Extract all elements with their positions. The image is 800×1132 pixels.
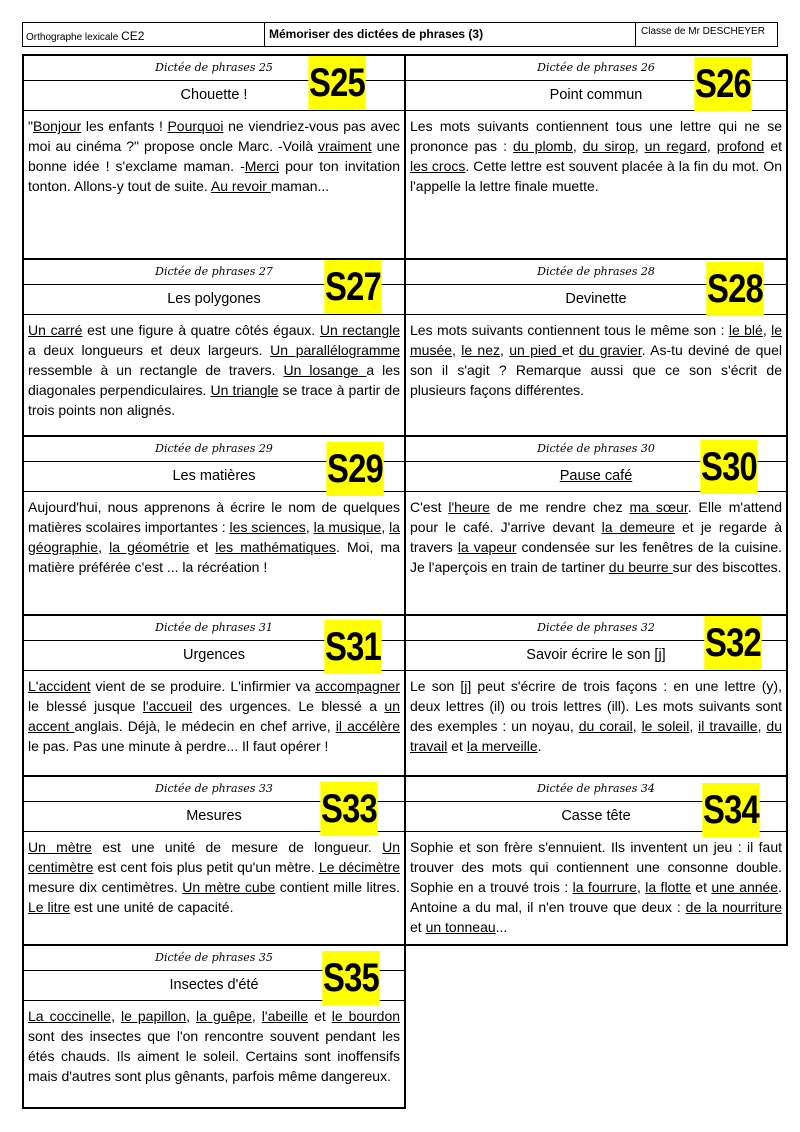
text-segment: condensée sur les fenêtres de la cuisine. Je l'aperçois en train de tartiner: [410, 539, 782, 575]
underlined-word: le soleil: [641, 718, 690, 734]
text-segment: .: [537, 738, 542, 754]
card-title-text: Devinette: [565, 291, 627, 307]
text-segment: de me rendre chez: [489, 499, 630, 515]
text-segment: a deux longueurs et deux largeurs.: [28, 342, 271, 358]
underlined-word: Un mètre cube: [182, 879, 276, 895]
text-segment: Aujourd'hui, nous apprenons à écrire le nom de quelques matières scolaires importantes :: [28, 499, 400, 535]
underlined-word: vraiment: [317, 138, 372, 154]
sheet-code-badge: S27: [324, 260, 381, 314]
dictation-grid: [22, 54, 783, 1109]
text-segment: ,: [305, 519, 314, 535]
text-segment: les enfants !: [81, 118, 168, 134]
text-segment: ...: [495, 919, 508, 935]
text-segment: . As-tu deviné de quel son il s'agit ? Remarque aussi que ce son s'écrit de plusieurs façons différentes.: [410, 342, 783, 398]
card-caption: Dictée de phrases 28: [406, 260, 786, 285]
underlined-word: de la nourriture: [685, 899, 782, 915]
underlined-word: Un centimètre: [28, 839, 400, 875]
text-segment: maman...: [270, 178, 330, 194]
text-segment: ,: [381, 519, 390, 535]
sheet-code-badge: S35: [322, 951, 379, 1005]
card-caption: Dictée de phrases 30: [406, 437, 786, 462]
card-caption: Dictée de phrases 27: [24, 260, 404, 285]
level-label: CE2: [121, 29, 145, 43]
card-text: [24, 832, 404, 917]
card-text: [24, 1001, 404, 1086]
underlined-word: Pourquoi: [167, 118, 224, 134]
text-segment: Les mots suivants contiennent tous le même son :: [410, 322, 729, 338]
text-segment: et: [189, 539, 216, 555]
underlined-word: Un rectangle: [319, 322, 400, 338]
text-segment: . Antoine a du mal, il n'en trouve que deux :: [410, 879, 782, 915]
underlined-word: accompagner: [315, 678, 400, 694]
subject-prefix: Orthographe lexicale: [26, 32, 119, 43]
underlined-word: un accent: [28, 698, 400, 734]
card-text: [406, 671, 786, 756]
subject-cell: [23, 23, 265, 46]
card-text: [406, 315, 786, 400]
page-header: [22, 22, 778, 47]
underlined-word: un regard: [644, 138, 707, 154]
text-segment: mesure dix centimètres.: [28, 879, 183, 895]
underlined-word: l'abeille: [261, 1008, 309, 1024]
underlined-word: du travail: [410, 718, 782, 754]
card-title-text: Insectes d'été: [169, 977, 259, 993]
card-text: [24, 111, 404, 196]
underlined-word: le bourdon: [331, 1008, 401, 1024]
text-segment: sont des insectes que l'on rencontre souvent pendant les étés chauds. Ils aiment le soleil. Certains sont inoffensifs mais d'autres sont plus gênants, parfois même dangereux.: [28, 1028, 400, 1084]
underlined-word: la vapeur: [457, 539, 517, 555]
underlined-word: il travaille: [698, 718, 758, 734]
text-segment: et: [447, 738, 467, 754]
underlined-word: Un losange: [283, 362, 367, 378]
underlined-word: Le décimètre: [318, 859, 400, 875]
card-title-text: Les polygones: [167, 291, 261, 307]
card-caption: Dictée de phrases 34: [406, 777, 786, 802]
card-text: [406, 492, 786, 577]
underlined-word: du corail: [578, 718, 633, 734]
underlined-word: la demeure: [601, 519, 675, 535]
card-caption: Dictée de phrases 29: [24, 437, 404, 462]
text-segment: . Moi, ma matière préférée c'est ... la récréation !: [28, 539, 400, 575]
underlined-word: Le litre: [28, 899, 71, 915]
text-segment: ,: [706, 138, 717, 154]
sheet-code-badge: S34: [702, 783, 759, 837]
underlined-word: le papillon: [120, 1008, 187, 1024]
card-title-text: Urgences: [182, 647, 246, 663]
sheet-code-badge: S32: [704, 616, 761, 670]
underlined-word: la géométrie: [109, 539, 190, 555]
text-segment: anglais. Déjà, le médecin en chef arrive,: [74, 718, 336, 734]
card-title-text: Pause café: [559, 468, 633, 484]
underlined-word: Un carré: [28, 322, 83, 338]
text-segment: ,: [636, 879, 646, 895]
card-title-text: Casse tête: [561, 808, 631, 824]
underlined-word: le blé: [728, 322, 763, 338]
underlined-word: L'accident: [28, 678, 91, 694]
text-segment: des urgences. Le blessé a: [192, 698, 385, 714]
card-title-text: Mesures: [186, 808, 242, 824]
card-title-text: Savoir écrire le son [j]: [526, 647, 666, 663]
underlined-word: les crocs: [410, 158, 466, 174]
text-segment: se trace à partir de trois points non alignés.: [28, 382, 401, 418]
text-segment: ,: [186, 1008, 197, 1024]
underlined-word: la musique: [313, 519, 382, 535]
underlined-word: la flotte: [645, 879, 691, 895]
underlined-word: Un parallélogramme: [270, 342, 400, 358]
underlined-word: le musée: [410, 322, 783, 358]
text-segment: le pas. Pas une minute à perdre... Il faut opérer !: [28, 738, 329, 754]
text-segment: le blessé jusque: [28, 698, 143, 714]
underlined-word: du plomb: [513, 138, 573, 154]
text-segment: ,: [632, 718, 642, 734]
sheet-code-badge: S29: [326, 442, 383, 496]
text-segment: ne viendriez-vous pas avec moi au cinéma ?" propose oncle Marc. -Voilà: [28, 118, 400, 154]
text-segment: et je regarde à travers: [410, 519, 782, 555]
text-segment: ,: [500, 342, 510, 358]
underlined-word: le nez: [461, 342, 501, 358]
text-segment: . Cette lettre est souvent placée à la fin du mot. On l'appelle la lettre finale muette.: [410, 158, 783, 194]
card-text: [406, 111, 786, 196]
card-title-text: Chouette !: [180, 87, 248, 103]
sheet-code-badge: S28: [706, 262, 763, 316]
text-segment: ,: [98, 539, 110, 555]
class-label: Classe de Mr DESCHEYER: [641, 26, 765, 37]
card-caption: Dictée de phrases 33: [24, 777, 404, 802]
sheet-code-badge: S30: [700, 440, 757, 494]
text-segment: contient mille litres.: [275, 879, 401, 895]
underlined-word: du sirop: [582, 138, 635, 154]
text-segment: est une unité de capacité.: [70, 899, 234, 915]
underlined-word: profond: [716, 138, 765, 154]
underlined-word: il accélère: [335, 718, 401, 734]
underlined-word: Bonjour: [32, 118, 82, 134]
text-segment: une bonne idée ! s'exclame maman. -: [28, 138, 400, 174]
sheet-code-badge: S33: [320, 782, 377, 836]
underlined-word: la fourrure: [572, 879, 637, 895]
text-segment: ressemble à un rectangle de travers.: [28, 362, 284, 378]
text-segment: ": [28, 118, 33, 134]
underlined-word: ma sœur: [629, 499, 688, 515]
card-caption: Dictée de phrases 26: [406, 56, 786, 81]
text-segment: et: [764, 138, 782, 154]
card-caption: Dictée de phrases 35: [24, 946, 404, 971]
text-segment: ,: [757, 718, 767, 734]
card-caption: Dictée de phrases 31: [24, 616, 404, 641]
underlined-word: du beurre: [608, 559, 673, 575]
card-title-text: Point commun: [549, 87, 643, 103]
card-text: [24, 315, 404, 420]
underlined-word: Merci: [244, 158, 279, 174]
text-segment: ,: [111, 1008, 121, 1024]
text-segment: est une unité de mesure de longueur.: [91, 839, 383, 855]
sheet-code-badge: S26: [694, 57, 751, 111]
card-caption: Dictée de phrases 32: [406, 616, 786, 641]
underlined-word: du gravier: [578, 342, 642, 358]
sheet-code-badge: S31: [324, 620, 381, 674]
underlined-word: l'accueil: [142, 698, 193, 714]
underlined-word: un tonneau: [425, 919, 496, 935]
card-caption: Dictée de phrases 25: [24, 56, 404, 81]
text-segment: ,: [251, 1008, 262, 1024]
underlined-word: La coccinelle: [28, 1008, 112, 1024]
underlined-word: un pied: [509, 342, 562, 358]
underlined-word: les mathématiques: [215, 539, 336, 555]
text-segment: C'est: [410, 499, 449, 515]
text-segment: Sophie et son frère s'ennuient. Ils inventent un jeu : il faut trouver des mots qui contiennent une consonne double. Sophie en a trouvé trois :: [410, 839, 782, 895]
text-segment: a les diagonales perpendiculaires.: [28, 362, 401, 398]
card-title-text: Les matières: [172, 468, 256, 484]
text-segment: ,: [634, 138, 645, 154]
underlined-word: Au revoir: [210, 178, 271, 194]
underlined-word: la géographie: [28, 519, 401, 555]
text-segment: Les mots suivants contiennent tous une lettre qui ne se prononce pas :: [410, 118, 782, 154]
text-segment: est une figure à quatre côtés égaux.: [82, 322, 320, 338]
text-segment: pour ton invitation tonton. Allons-y tout de suite.: [28, 158, 400, 194]
underlined-word: l'heure: [448, 499, 490, 515]
underlined-word: la merveille: [466, 738, 538, 754]
text-segment: et: [308, 1008, 332, 1024]
text-segment: . Elle m'attend pour le café. J'arrive devant: [410, 499, 782, 535]
text-segment: vient de se produire. L'infirmier va: [90, 678, 316, 694]
underlined-word: une année: [711, 879, 779, 895]
page-title: Mémoriser des dictées de phrases (3): [265, 23, 636, 46]
text-segment: ,: [452, 342, 462, 358]
card-text: [406, 832, 786, 937]
underlined-word: Un mètre: [28, 839, 92, 855]
underlined-word: les sciences: [229, 519, 306, 535]
text-segment: et: [410, 919, 426, 935]
text-segment: ,: [762, 322, 772, 338]
underlined-word: Un triangle: [210, 382, 279, 398]
text-segment: Le son [j] peut s'écrire de trois façons : en une lettre (y), deux lettres (il) ou trois lettres (ill). Les mots suivants sont des exemples : un noyau,: [410, 678, 782, 734]
card-text: [24, 671, 404, 756]
text-segment: ,: [689, 718, 699, 734]
text-segment: est cent fois plus petit qu'un mètre.: [93, 859, 319, 875]
underlined-word: la guêpe: [196, 1008, 252, 1024]
text-segment: sur des biscottes.: [672, 559, 782, 575]
card-text: [24, 492, 404, 577]
sheet-code-badge: S25: [308, 56, 365, 110]
text-segment: et: [561, 342, 579, 358]
text-segment: et: [690, 879, 712, 895]
text-segment: ,: [572, 138, 583, 154]
